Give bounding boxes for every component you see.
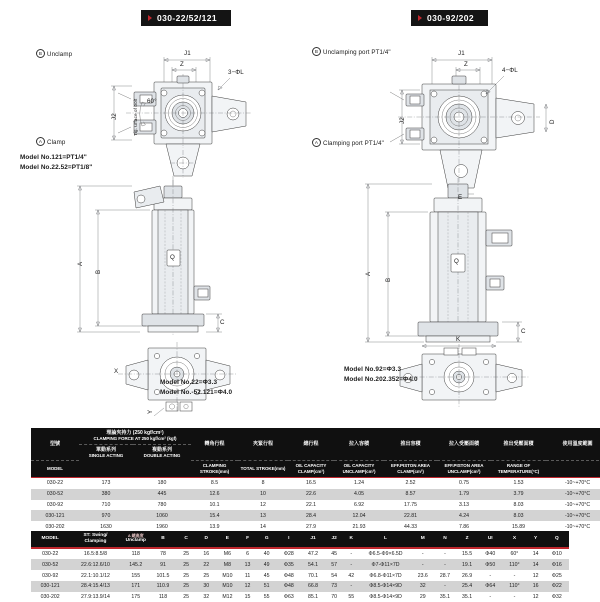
- table-row: [31, 510, 600, 521]
- table-cell: 0.75: [458, 480, 470, 487]
- label-clamping-port: A Clamping port PT1/4": [312, 138, 384, 147]
- table-cell: 14: [260, 523, 266, 530]
- table-cell: 55: [263, 594, 270, 601]
- table-cell: 22.6:12.6/10: [69, 559, 121, 570]
- table-cell: 57: [325, 559, 343, 570]
- cell-model: 030-121: [31, 581, 69, 592]
- dim-label-j1: J1: [184, 50, 191, 57]
- cell-model: 030-92: [42, 572, 59, 579]
- th2-st-swing-clamping: ST: Swing/ Clamping: [69, 531, 121, 547]
- dim-label-j2: J2: [111, 113, 118, 120]
- table-cell: -: [434, 559, 456, 570]
- th-piston-area-clamp: 拉入受壓面積: [437, 428, 491, 461]
- table-cell: Φ8.5-Φ14×9D: [359, 581, 411, 592]
- cell-model: 030-52: [31, 559, 69, 570]
- table-cell: 155: [131, 572, 141, 579]
- table-cell: 19.1: [456, 559, 478, 570]
- table-cell: 4.05: [334, 489, 384, 500]
- table-cell: 85.1: [307, 594, 319, 601]
- th-swing-stroke-en: CLAMPING STROKE(mm): [191, 461, 238, 477]
- table-cell: 6: [246, 550, 249, 557]
- th2-c: C: [176, 531, 196, 547]
- table-cell: 6.92: [353, 502, 365, 509]
- table-cell: Φ64: [478, 581, 502, 592]
- table-cell: 12: [238, 581, 256, 592]
- th2-g: G: [257, 531, 277, 547]
- table-cell: 32: [203, 594, 210, 601]
- table-cell: -: [421, 550, 424, 557]
- table-cell: -10~+70°C: [564, 523, 591, 530]
- spec-table-1: [31, 428, 600, 532]
- table-cell: 3.13: [458, 502, 470, 509]
- table-cell: 91: [150, 559, 176, 570]
- table-cell: -10~+70°C: [546, 510, 600, 521]
- table-cell: 14: [532, 550, 539, 557]
- th2-e: E: [216, 531, 238, 547]
- model-tag-left: [141, 10, 231, 26]
- header-tag-row: [0, 10, 600, 30]
- table-cell: 12: [260, 502, 266, 509]
- th-oil-capacity-clamp: 拉入容積: [334, 428, 384, 461]
- table-cell: 23.6: [417, 572, 428, 579]
- table-cell: -: [343, 559, 359, 570]
- table-cell: 12: [532, 572, 539, 579]
- th2-f: F: [238, 531, 256, 547]
- header-row-primary: [31, 428, 600, 444]
- table-cell: 73: [325, 581, 343, 592]
- table-cell: 27.9:13.9/14: [81, 594, 110, 601]
- model-tag-right: [411, 10, 488, 26]
- table-cell: -: [444, 550, 446, 557]
- bottom-note-1: Model No.22=Φ3.3: [160, 379, 218, 386]
- dim-label-j2: J2: [399, 117, 406, 124]
- table-cell: 2.52: [405, 480, 416, 487]
- cell-model: 030-52: [31, 489, 79, 500]
- table-cell: 35.1: [439, 594, 450, 601]
- table-cell: 8.57: [384, 489, 437, 500]
- table-cell: 27.9: [305, 523, 317, 530]
- table-cell: 45: [331, 550, 338, 557]
- th2-model: MODEL: [31, 531, 69, 547]
- table-cell: 12.04: [334, 510, 384, 521]
- note-model-22-52: Model No.22.52=PT1/8": [20, 164, 93, 171]
- th-single-acting: 單動系列 SINGLE ACTING: [79, 444, 133, 460]
- table-cell: 22.1:10.1/12: [81, 572, 110, 579]
- table-cell: 17.75: [404, 502, 417, 509]
- table-cell: 8: [261, 480, 265, 487]
- table-cell: 145.2: [122, 559, 150, 570]
- th-clamping-stroke-en: TOTAL STROKE(mm): [238, 461, 288, 477]
- table-cell: -: [513, 594, 516, 601]
- th2-m: M: [412, 531, 434, 547]
- table-cell: 15.4: [191, 510, 238, 521]
- th-swing-stroke: 轉角行程: [191, 428, 238, 461]
- table-cell: 78: [160, 550, 166, 557]
- cell-model: 030-22: [42, 550, 59, 557]
- table-cell: 380: [79, 489, 133, 500]
- table-cell: 16.5:8.5/8: [83, 550, 107, 557]
- table-cell: 25.4: [456, 581, 478, 592]
- bullet-icon: [148, 15, 152, 21]
- table-cell: 1.79: [437, 489, 491, 500]
- table-cell: 60°: [510, 550, 519, 557]
- dim-label-holes: 4−ΦL: [502, 67, 518, 74]
- table-cell: 28.4:15.4/13: [69, 581, 121, 592]
- th-oil-cap-unclamp-en: EFF.PISTON AREA CLAMP(cm²): [384, 461, 437, 477]
- table-cell: 45: [263, 572, 270, 579]
- table-cell: 1060: [133, 510, 191, 521]
- table-row: [31, 559, 569, 570]
- th-model: 型號: [31, 428, 79, 461]
- table-row: [31, 549, 569, 560]
- table-cell: 1.24: [353, 480, 365, 487]
- spec-table-2-head: [31, 531, 569, 549]
- th2-l: L: [359, 531, 411, 547]
- table-cell: 55: [348, 594, 355, 601]
- th-area-unclamp-en: RANGE OF TEMPERATURE(°C): [491, 461, 546, 477]
- table-cell: 175: [131, 594, 141, 601]
- table-cell: 70.1: [307, 572, 319, 579]
- table-cell: 30: [196, 581, 216, 592]
- table-cell: 35.1: [462, 594, 473, 601]
- table-cell: 8.03: [491, 510, 546, 521]
- th2-q: Q: [545, 531, 569, 547]
- table-cell: -: [350, 550, 353, 557]
- clamp-mark-icon: A: [36, 137, 45, 146]
- dim-label-c: C: [521, 328, 526, 335]
- spec-table-2-wrapper: [31, 531, 569, 602]
- table-cell: -: [343, 581, 359, 592]
- table-cell: 445: [133, 489, 191, 500]
- table-cell: Φ35: [277, 559, 301, 570]
- th-clamping-stroke: 夾緊行程: [238, 428, 288, 461]
- table-cell: 13: [238, 510, 288, 521]
- spec-table-2: [31, 531, 569, 602]
- table-cell: 29: [419, 594, 426, 601]
- bottom-note-2: Model No.202.352=Φ4.0: [344, 376, 418, 383]
- table-row: [31, 592, 569, 602]
- dim-label-b: B: [385, 277, 392, 282]
- unclamp-mark-icon: B: [312, 47, 321, 56]
- table-cell: 970: [79, 510, 133, 521]
- th-oil-cap-clamp-en: OIL CAPACITY UNCLAMP(cm³): [334, 461, 384, 477]
- th-total-stroke-en: OIL CAPACITY CLAMP(cm³): [288, 461, 334, 477]
- table-cell: Φ48: [283, 572, 294, 579]
- table-cell: 25: [183, 594, 189, 601]
- table-row: [31, 570, 569, 581]
- cell-model: 030-121: [31, 510, 79, 521]
- table-cell: 1960: [156, 523, 168, 530]
- table-cell: 54: [331, 572, 338, 579]
- table-cell: 13: [238, 559, 256, 570]
- th2-z: Z: [456, 531, 478, 547]
- table-row: [31, 581, 569, 592]
- drawing-panel-left: [14, 36, 300, 416]
- table-cell: 12: [532, 594, 539, 601]
- note-model-121: Model No.121=PT1/4": [20, 154, 87, 161]
- table-row: [31, 489, 600, 500]
- table-cell: 22: [196, 559, 216, 570]
- table-cell: 118: [158, 594, 168, 601]
- cell-model: 030-202: [40, 594, 60, 601]
- table-cell: Φ8.5-Φ14×9D: [369, 594, 402, 601]
- th-single-acting-en: [79, 461, 133, 477]
- table-cell: 51: [257, 581, 277, 592]
- table-cell: Φ63: [283, 594, 294, 601]
- table-cell: 21.93: [352, 523, 366, 530]
- dim-label-e: E: [458, 194, 463, 201]
- th-double-acting: 複動系列 DOUBLE ACTING: [133, 444, 191, 460]
- dim-label-j1: J1: [458, 50, 465, 57]
- table-row: [31, 478, 600, 489]
- table-cell: 110.9: [150, 581, 176, 592]
- th2-x: X: [502, 531, 526, 547]
- technical-drawing-left: [14, 36, 300, 416]
- th2-d: D: [196, 531, 216, 547]
- model-tag-left-label: 030-22/52/121: [157, 13, 218, 23]
- th-temperature-range: 使用溫度範圍: [546, 428, 600, 461]
- table-cell: -: [489, 572, 492, 579]
- th2-k: K: [343, 531, 359, 547]
- table-cell: 4.24: [437, 510, 491, 521]
- table-cell: 3.79: [491, 489, 546, 500]
- bottom-note-2: Model No.-52.121=Φ4.0: [160, 389, 233, 396]
- table-cell: 1.53: [513, 480, 524, 487]
- spec-table-1-head: [31, 428, 600, 478]
- cell-model: 030-92: [46, 502, 64, 509]
- table-cell: Φ10: [551, 550, 562, 557]
- table-cell: 11: [244, 572, 251, 579]
- table-cell: 25: [203, 572, 210, 579]
- dim-label-c: C: [220, 319, 225, 326]
- dim-label-angle: 60°: [147, 98, 157, 105]
- table-cell: 110°: [502, 559, 526, 570]
- table-cell: Φ25: [551, 572, 562, 579]
- table-row: [31, 500, 600, 511]
- label-clamp: A Clamp: [36, 137, 65, 146]
- table-cell: 118: [131, 550, 140, 557]
- table-cell: 22.1: [305, 502, 317, 509]
- table-cell: 42: [348, 572, 355, 579]
- table-cell: M8: [216, 559, 238, 570]
- drawing-panel-right: [306, 36, 592, 416]
- th-total-stroke: 總行程: [288, 428, 334, 461]
- table-cell: 44.33: [404, 523, 417, 530]
- table-cell: -10~+70°C: [564, 480, 591, 487]
- table-cell: 15: [244, 594, 251, 601]
- table-cell: 8.03: [513, 502, 524, 509]
- th2-a: A 總高度 Unclamp: [122, 531, 150, 547]
- table-cell: -10~+70°C: [564, 502, 591, 509]
- table-cell: 7.86: [458, 523, 470, 530]
- table-cell: Φ40: [485, 550, 496, 557]
- th2-b: B: [150, 531, 176, 547]
- table-cell: M10: [216, 581, 238, 592]
- table-cell: Φ16: [545, 559, 569, 570]
- th-model-en: MODEL: [31, 461, 79, 477]
- note-bolt-surface: Tig. urface of bolt: [133, 98, 138, 136]
- dim-label-z: Z: [180, 61, 184, 68]
- th2-i: I: [277, 531, 301, 547]
- table-cell: 101.5: [156, 572, 170, 579]
- table-cell: 14: [527, 559, 545, 570]
- bullet-icon: [418, 15, 422, 21]
- table-cell: 15.5: [462, 550, 473, 557]
- unclamp-mark-icon: B: [36, 49, 45, 58]
- dim-label-x: X: [114, 368, 119, 375]
- th2-j1: J1: [301, 531, 325, 547]
- label-unclamp: B Unclamp: [36, 49, 72, 58]
- dim-label-a: A: [77, 261, 84, 266]
- dim-label-z: Z: [464, 61, 468, 68]
- th-area-clamp-en: EFF.PISTON AREA UNCLAMP(cm²): [437, 461, 491, 477]
- table-cell: 25: [183, 572, 189, 579]
- dim-label-d: D: [549, 119, 556, 124]
- table-cell: 110°: [502, 581, 526, 592]
- table-cell: -: [412, 559, 434, 570]
- header-row: [31, 531, 569, 547]
- table-cell: 171: [122, 581, 150, 592]
- th-temp-range-en: [546, 461, 600, 477]
- th-piston-area-unclamp: 推出受壓面積: [491, 428, 546, 461]
- table-cell: 54.1: [301, 559, 325, 570]
- model-tag-right-label: 030-92/202: [427, 13, 475, 23]
- table-cell: 710: [101, 502, 111, 509]
- th2-j2: J2: [325, 531, 343, 547]
- clamp-mark-icon: A: [312, 138, 321, 147]
- table-cell: 10: [238, 489, 288, 500]
- spec-table-1-wrapper: [31, 428, 593, 532]
- table-cell: 780: [157, 502, 167, 509]
- spec-table-2-body: [31, 549, 569, 602]
- cell-model: 030-22: [46, 480, 64, 487]
- th-clamping-force: 理論夾持力 (250 kgf/cm²) CLAMPING FORCE AT 250 kgf/cm² (kgf): [79, 428, 191, 444]
- table-cell: M12: [222, 594, 233, 601]
- header-row-english: [31, 461, 600, 477]
- dim-label-y: Y: [147, 409, 154, 414]
- table-cell: Φ22: [545, 581, 569, 592]
- table-cell: -: [434, 581, 456, 592]
- table-cell: 13.9: [209, 523, 220, 530]
- table-cell: 22.6: [288, 489, 334, 500]
- bottom-note-1: Model No.92=Φ3.3: [344, 366, 402, 373]
- th-oil-capacity-unclamp: 推出容積: [384, 428, 437, 461]
- table-cell: 49: [257, 559, 277, 570]
- table-cell: Φ28: [283, 550, 294, 557]
- th-double-acting-en: [133, 461, 191, 477]
- table-cell: 173: [101, 480, 111, 487]
- table-cell: -: [513, 572, 516, 579]
- table-cell: 40: [263, 550, 270, 557]
- label-unclamping-port: B Unclamping port PT1/4": [312, 47, 391, 56]
- table-cell: M6: [223, 550, 232, 557]
- table-cell: 10.1: [209, 502, 220, 509]
- table-cell: 70: [331, 594, 338, 601]
- table-cell: Φ6.5-Φ9×6.5D: [368, 550, 403, 557]
- dim-label-q: Q: [170, 254, 175, 261]
- th2-n: N: [434, 531, 456, 547]
- table-cell: M10: [222, 572, 233, 579]
- table-cell: 26.9: [462, 572, 473, 579]
- table-cell: 16.5: [305, 480, 317, 487]
- dim-label-k: K: [456, 336, 461, 343]
- table-cell: 180: [157, 480, 167, 487]
- cell-model: 030-202: [45, 523, 65, 530]
- table-cell: -10~+70°C: [546, 489, 600, 500]
- th2-ui: UI: [478, 531, 502, 547]
- table-cell: 25: [176, 559, 196, 570]
- table-cell: 66.8: [301, 581, 325, 592]
- table-cell: 16: [527, 581, 545, 592]
- table-cell: 1630: [100, 523, 112, 530]
- table-cell: Φ6.8-Φ11×7D: [369, 572, 402, 579]
- table-cell: 47.2: [307, 550, 319, 557]
- technical-drawing-right: [306, 36, 592, 416]
- table-cell: 8.5: [210, 480, 219, 487]
- table-cell: 25: [183, 550, 189, 557]
- table-cell: Φ32: [551, 594, 562, 601]
- dim-label-a: A: [365, 271, 372, 276]
- dim-label-holes: 3−ΦL: [228, 69, 244, 76]
- table-cell: Φ48: [277, 581, 301, 592]
- dim-label-q: Q: [454, 258, 459, 265]
- table-cell: -: [489, 594, 492, 601]
- table-cell: 22.81: [384, 510, 437, 521]
- dim-label-b: B: [95, 269, 102, 274]
- table-cell: 15.89: [512, 523, 525, 530]
- table-cell: 16: [203, 550, 210, 557]
- table-cell: 25: [176, 581, 196, 592]
- table-cell: Φ7-Φ11×7D: [359, 559, 411, 570]
- table-cell: 32: [412, 581, 434, 592]
- table-cell: 28.4: [288, 510, 334, 521]
- th2-y: Y: [527, 531, 545, 547]
- table-cell: 12.6: [191, 489, 238, 500]
- table-cell: Φ50: [478, 559, 502, 570]
- spec-table-1-body: [31, 478, 600, 532]
- table-cell: 28.7: [439, 572, 450, 579]
